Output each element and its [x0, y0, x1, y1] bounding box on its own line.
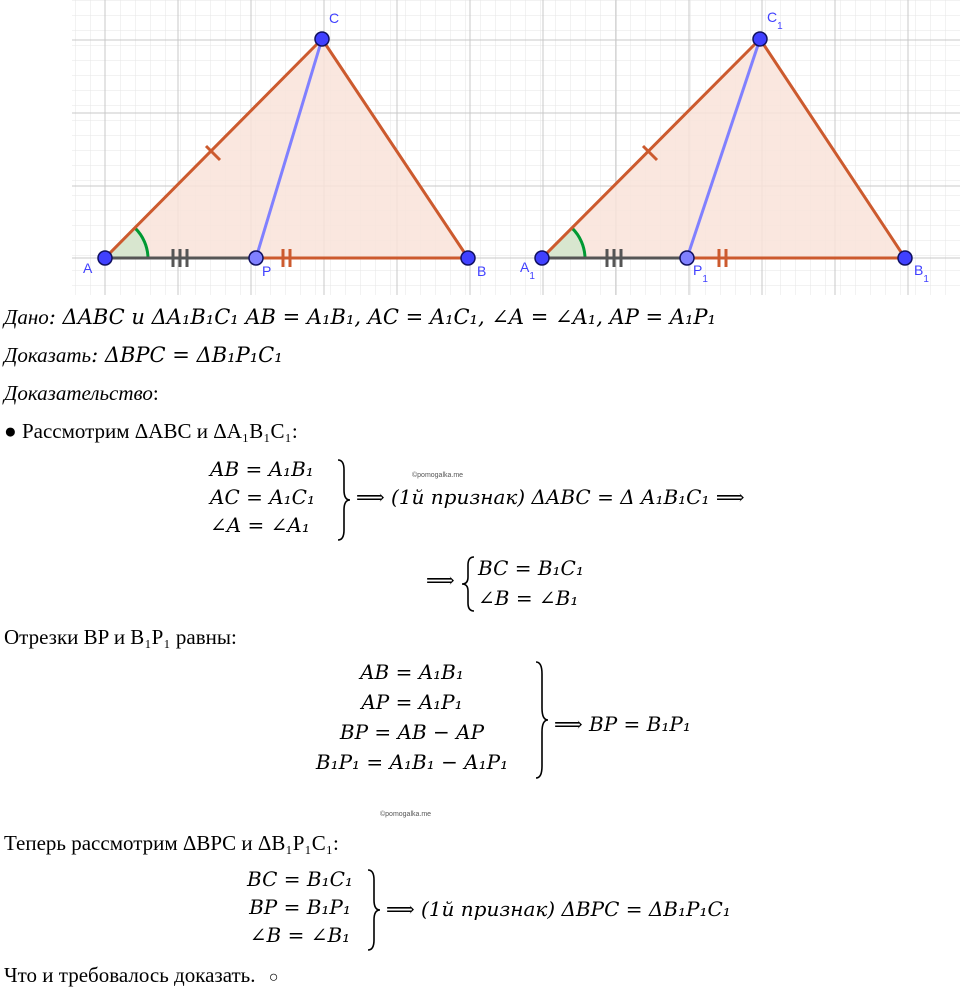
- system1b-line: BC = B₁C₁: [478, 556, 584, 580]
- system2-brace: [534, 660, 550, 780]
- segments-line: Отрезки BP и B₁P₁ равны:: [4, 625, 237, 649]
- given-body: : ΔABC и ΔA₁B₁C₁ AB = A₁B₁, AC = A₁C₁, ∠A = ∠A₁, AP = A₁P₁: [48, 305, 716, 329]
- system2-line: AB = A₁B₁: [360, 660, 464, 684]
- conclusion-line: [4, 963, 278, 988]
- system1-result: ⟹ (1й признак) ΔABC = Δ A₁B₁C₁ ⟹: [356, 485, 745, 509]
- point-p: [249, 251, 263, 265]
- proof-line: [4, 381, 159, 406]
- system2-result: ⟹ BP = B₁P₁: [554, 712, 691, 736]
- label-c1: $C_1$: [767, 9, 783, 32]
- system1: [210, 455, 315, 539]
- prove-line: [4, 343, 283, 368]
- system1b-brace: [460, 555, 476, 613]
- bullet: ●: [4, 419, 17, 443]
- given-label: Дано: [4, 305, 49, 329]
- point-a: [98, 251, 112, 265]
- prove-body: : ΔBPC = ΔB₁P₁C₁: [91, 343, 283, 367]
- label-a: A: [83, 260, 93, 276]
- system3-line: BP = B₁P₁: [249, 895, 351, 919]
- end-mark: ○: [268, 969, 279, 986]
- consider1-line: [4, 419, 298, 444]
- point-a1: [535, 251, 549, 265]
- system1b: [478, 553, 584, 613]
- watermark-1: ©pomogalka.me: [412, 472, 464, 479]
- label-c: C: [329, 10, 340, 26]
- system1b-line: ∠B = ∠B₁: [478, 586, 579, 610]
- given-line: [4, 305, 716, 330]
- proof-label: Доказательство: [4, 381, 153, 405]
- system1-line: AB = A₁B₁: [210, 457, 314, 481]
- label-p1: $P_1$: [693, 262, 708, 285]
- point-p1: [680, 251, 694, 265]
- consider1-text: Рассмотрим ΔABC и ΔA₁B₁C₁:: [21, 419, 298, 443]
- system1-line: ∠A = ∠A₁: [210, 513, 310, 537]
- point-c: [315, 32, 329, 46]
- conclusion-text: Что и требовалось доказать.: [4, 963, 256, 987]
- point-b1: [898, 251, 912, 265]
- system3-result: ⟹ (1й признак) ΔBPC = ΔB₁P₁C₁: [386, 897, 731, 921]
- system2-line: BP = AB − AP: [339, 720, 485, 744]
- label-a1: $A_1$: [520, 259, 535, 282]
- prove-label: Доказать: [4, 343, 92, 367]
- consider2-line: Теперь рассмотрим ΔBPC и ΔB₁P₁C₁:: [4, 831, 339, 855]
- system3-line: BC = B₁C₁: [247, 867, 353, 891]
- geometry-figure: [0, 0, 960, 300]
- system2-line: B₁P₁ = A₁B₁ − A₁P₁: [315, 750, 509, 774]
- system1-line: AC = A₁C₁: [210, 485, 315, 509]
- system3-brace: [366, 868, 382, 952]
- point-b: [461, 251, 475, 265]
- proof-colon: :: [152, 381, 159, 405]
- point-c1: [753, 32, 767, 46]
- system3-line: ∠B = ∠B₁: [249, 923, 351, 947]
- system1b-arrow: ⟹: [426, 568, 455, 592]
- system3: [232, 865, 368, 949]
- label-p: P: [262, 263, 272, 279]
- system1-brace: [336, 458, 352, 542]
- watermark-2: ©pomogalka.me: [380, 811, 432, 818]
- system2-line: AP = A₁P₁: [361, 690, 463, 714]
- system2: [290, 657, 534, 777]
- label-b: B: [477, 263, 487, 279]
- label-b1: $B_1$: [914, 262, 929, 285]
